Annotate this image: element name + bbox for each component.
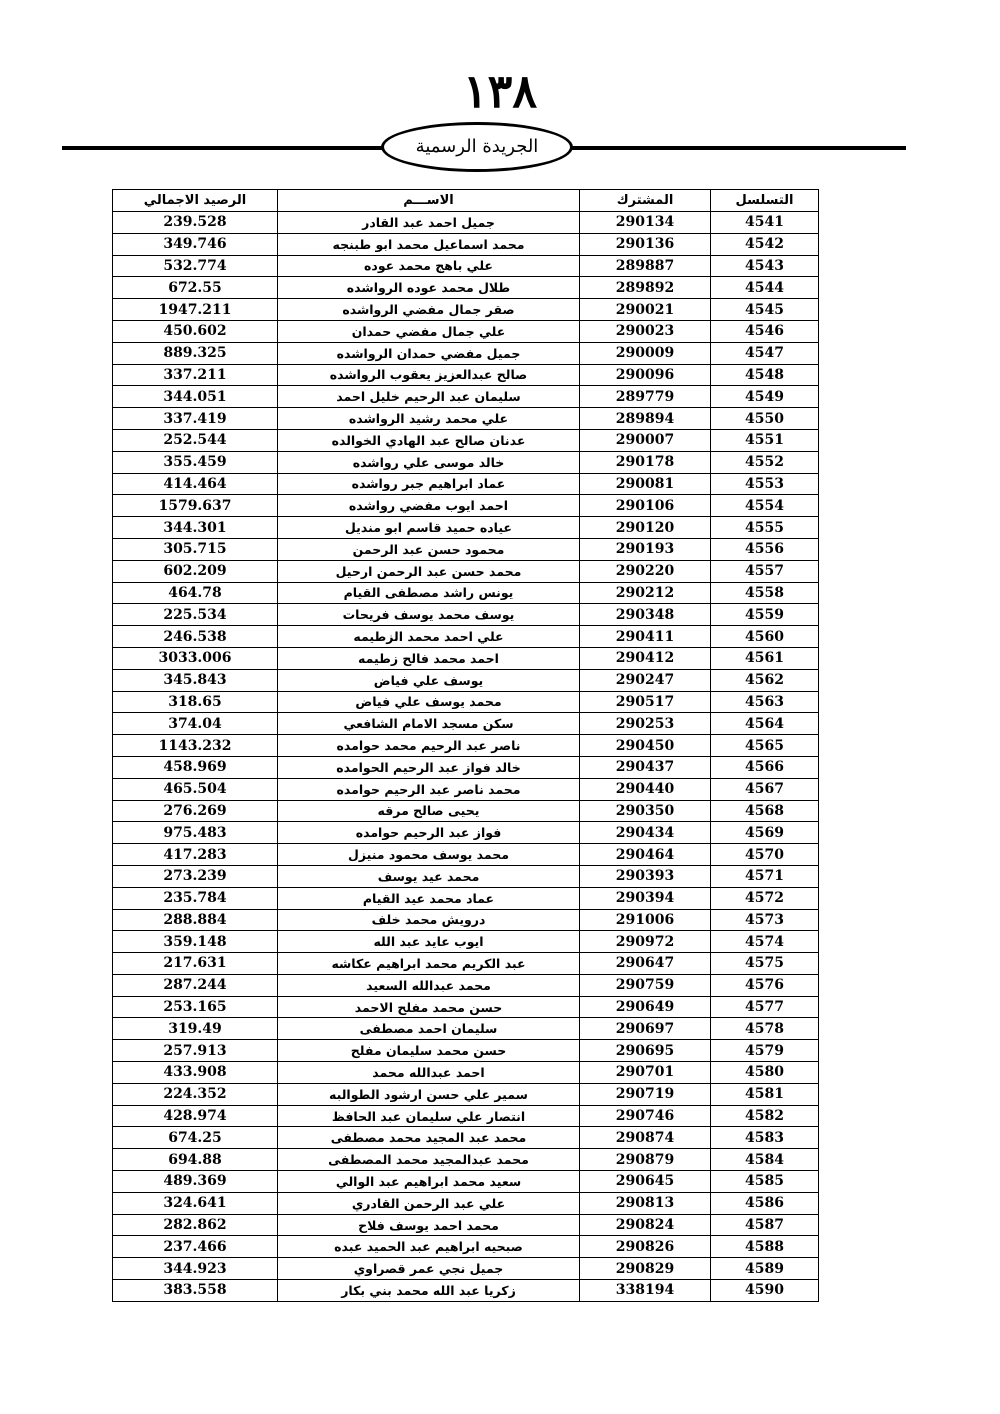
- serial-cell: 4568: [711, 800, 819, 822]
- serial-cell: 4576: [711, 974, 819, 996]
- table-row: [113, 495, 819, 517]
- table-row: [113, 909, 819, 931]
- table-row: [113, 1105, 819, 1127]
- subscriber-cell: 290394: [580, 887, 711, 909]
- serial-cell: 4569: [711, 822, 819, 844]
- name-cell: محمد احمد يوسف فلاح: [278, 1214, 580, 1236]
- name-cell: عياده حميد قاسم ابو مندیل: [278, 517, 580, 539]
- serial-cell: 4572: [711, 887, 819, 909]
- table-row: [113, 669, 819, 691]
- name-cell: عماد محمد عيد القيام: [278, 887, 580, 909]
- subscriber-cell: 290411: [580, 626, 711, 648]
- subscriber-cell: 290081: [580, 473, 711, 495]
- table-row: [113, 822, 819, 844]
- column-header-subscriber: المشترك: [580, 190, 711, 212]
- total-balance-cell: 344.301: [113, 517, 278, 539]
- serial-cell: 4584: [711, 1149, 819, 1171]
- subscriber-cell: 290009: [580, 342, 711, 364]
- total-balance-cell: 458.969: [113, 756, 278, 778]
- serial-cell: 4573: [711, 909, 819, 931]
- serial-cell: 4586: [711, 1192, 819, 1214]
- total-balance-cell: 257.913: [113, 1040, 278, 1062]
- subscriber-cell: 290874: [580, 1127, 711, 1149]
- table-row: [113, 735, 819, 757]
- name-cell: محمد ناصر عبد الرحيم حوامده: [278, 778, 580, 800]
- total-balance-cell: 1143.232: [113, 735, 278, 757]
- table-row: [113, 1149, 819, 1171]
- serial-cell: 4580: [711, 1062, 819, 1084]
- serial-cell: 4558: [711, 582, 819, 604]
- subscriber-cell: 290393: [580, 865, 711, 887]
- table-row: [113, 1192, 819, 1214]
- name-cell: علي احمد محمد الزطيمه: [278, 626, 580, 648]
- subscriber-cell: 290824: [580, 1214, 711, 1236]
- total-balance-cell: 414.464: [113, 473, 278, 495]
- table-row: [113, 560, 819, 582]
- subscriber-cell: 290348: [580, 604, 711, 626]
- table-row: [113, 1280, 819, 1302]
- table-row: [113, 604, 819, 626]
- serial-cell: 4560: [711, 626, 819, 648]
- serial-cell: 4577: [711, 996, 819, 1018]
- serial-cell: 4581: [711, 1083, 819, 1105]
- subscriber-cell: 290649: [580, 996, 711, 1018]
- table-row: [113, 974, 819, 996]
- serial-cell: 4566: [711, 756, 819, 778]
- page-number: ١٣٨: [462, 64, 538, 118]
- serial-cell: 4541: [711, 212, 819, 234]
- serial-cell: 4585: [711, 1171, 819, 1193]
- name-cell: محمد عبد المجيد محمد مصطفى: [278, 1127, 580, 1149]
- total-balance-cell: 318.65: [113, 691, 278, 713]
- subscriber-cell: 290450: [580, 735, 711, 757]
- name-cell: محمد يوسف علي فياض: [278, 691, 580, 713]
- table-row: [113, 756, 819, 778]
- total-balance-cell: 355.459: [113, 451, 278, 473]
- subscriber-cell: 290096: [580, 364, 711, 386]
- total-balance-cell: 1947.211: [113, 299, 278, 321]
- name-cell: علي عبد الرحمن القادري: [278, 1192, 580, 1214]
- table-row: [113, 647, 819, 669]
- table-row: [113, 473, 819, 495]
- total-balance-cell: 374.04: [113, 713, 278, 735]
- subscriber-cell: 290434: [580, 822, 711, 844]
- subscriber-cell: 289779: [580, 386, 711, 408]
- name-cell: عماد ابراهيم جبر رواشده: [278, 473, 580, 495]
- table-row: [113, 582, 819, 604]
- total-balance-cell: 3033.006: [113, 647, 278, 669]
- column-header-name: الاســـم: [278, 190, 580, 212]
- subscriber-cell: 291006: [580, 909, 711, 931]
- total-balance-cell: 674.25: [113, 1127, 278, 1149]
- total-balance-cell: 225.534: [113, 604, 278, 626]
- name-cell: سمير علي حسن ارشود الطوالبه: [278, 1083, 580, 1105]
- table-row: [113, 996, 819, 1018]
- total-balance-cell: 337.419: [113, 408, 278, 430]
- table-row: [113, 1062, 819, 1084]
- name-cell: حسن محمد مفلح الاحمد: [278, 996, 580, 1018]
- table-row: [113, 1171, 819, 1193]
- name-cell: فواز عبد الرحيم حوامده: [278, 822, 580, 844]
- total-balance-cell: 344.051: [113, 386, 278, 408]
- serial-cell: 4582: [711, 1105, 819, 1127]
- name-cell: زكريا عبد الله محمد بني بكار: [278, 1280, 580, 1302]
- serial-cell: 4565: [711, 735, 819, 757]
- table-row: [113, 451, 819, 473]
- total-balance-cell: 349.746: [113, 233, 278, 255]
- name-cell: خالد فواز عبد الرحيم الحوامده: [278, 756, 580, 778]
- total-balance-cell: 532.774: [113, 255, 278, 277]
- table-row: [113, 844, 819, 866]
- total-balance-cell: 489.369: [113, 1171, 278, 1193]
- serial-cell: 4589: [711, 1258, 819, 1280]
- table-row: [113, 1258, 819, 1280]
- name-cell: صبحيه ابراهيم عبد الحميد عبده: [278, 1236, 580, 1258]
- table-row: [113, 953, 819, 975]
- total-balance-cell: 975.483: [113, 822, 278, 844]
- serial-cell: 4590: [711, 1280, 819, 1302]
- name-cell: صقر جمال مفضي الرواشده: [278, 299, 580, 321]
- subscriber-cell: 290412: [580, 647, 711, 669]
- subscriber-cell: 290440: [580, 778, 711, 800]
- total-balance-cell: 324.641: [113, 1192, 278, 1214]
- table-row: [113, 1236, 819, 1258]
- total-balance-cell: 224.352: [113, 1083, 278, 1105]
- subscriber-cell: 290645: [580, 1171, 711, 1193]
- subscriber-cell: 290021: [580, 299, 711, 321]
- column-header-serial: التسلسل: [711, 190, 819, 212]
- name-cell: جميل نجي عمر قصراوي: [278, 1258, 580, 1280]
- table-row: [113, 386, 819, 408]
- serial-cell: 4545: [711, 299, 819, 321]
- table-row: [113, 212, 819, 234]
- subscriber-balance-table: [112, 189, 819, 1302]
- name-cell: محمد عبدالمجيد محمد المصطفى: [278, 1149, 580, 1171]
- subscriber-cell: 290023: [580, 320, 711, 342]
- name-cell: سليمان احمد مصطفى: [278, 1018, 580, 1040]
- serial-cell: 4554: [711, 495, 819, 517]
- subscriber-cell: 289892: [580, 277, 711, 299]
- table-row: [113, 778, 819, 800]
- subscriber-cell: 290879: [580, 1149, 711, 1171]
- subscriber-cell: 289887: [580, 255, 711, 277]
- table-row: [113, 691, 819, 713]
- serial-cell: 4543: [711, 255, 819, 277]
- table-body: [113, 212, 819, 1302]
- subscriber-cell: 290253: [580, 713, 711, 735]
- table-row: [113, 1083, 819, 1105]
- serial-cell: 4551: [711, 429, 819, 451]
- table-row: [113, 538, 819, 560]
- table-row: [113, 1040, 819, 1062]
- serial-cell: 4564: [711, 713, 819, 735]
- serial-cell: 4557: [711, 560, 819, 582]
- serial-cell: 4561: [711, 647, 819, 669]
- column-header-total-balance: الرصيد الاجمالي: [113, 190, 278, 212]
- subscriber-cell: 290437: [580, 756, 711, 778]
- subscriber-cell: 290647: [580, 953, 711, 975]
- total-balance-cell: 319.49: [113, 1018, 278, 1040]
- subscriber-cell: 290247: [580, 669, 711, 691]
- serial-cell: 4555: [711, 517, 819, 539]
- total-balance-cell: 337.211: [113, 364, 278, 386]
- table-row: [113, 931, 819, 953]
- name-cell: سليمان عبد الرحيم خليل احمد: [278, 386, 580, 408]
- total-balance-cell: 602.209: [113, 560, 278, 582]
- serial-cell: 4548: [711, 364, 819, 386]
- total-balance-cell: 276.269: [113, 800, 278, 822]
- name-cell: محمد يوسف محمود منيزل: [278, 844, 580, 866]
- name-cell: احمد عبدالله محمد: [278, 1062, 580, 1084]
- serial-cell: 4574: [711, 931, 819, 953]
- table-row: [113, 800, 819, 822]
- subscriber-cell: 290813: [580, 1192, 711, 1214]
- subscriber-cell: 290697: [580, 1018, 711, 1040]
- name-cell: عبد الكريم محمد ابراهيم عكاشه: [278, 953, 580, 975]
- name-cell: محمد عبدالله السعيد: [278, 974, 580, 996]
- total-balance-cell: 383.558: [113, 1280, 278, 1302]
- total-balance-cell: 288.884: [113, 909, 278, 931]
- total-balance-cell: 345.843: [113, 669, 278, 691]
- total-balance-cell: 465.504: [113, 778, 278, 800]
- serial-cell: 4550: [711, 408, 819, 430]
- total-balance-cell: 1579.637: [113, 495, 278, 517]
- subscriber-cell: 290719: [580, 1083, 711, 1105]
- serial-cell: 4583: [711, 1127, 819, 1149]
- name-cell: طلال محمد عوده الرواشده: [278, 277, 580, 299]
- name-cell: علي باهج محمد عوده: [278, 255, 580, 277]
- total-balance-cell: 694.88: [113, 1149, 278, 1171]
- name-cell: احمد محمد فالح زطيمه: [278, 647, 580, 669]
- serial-cell: 4571: [711, 865, 819, 887]
- table-row: [113, 429, 819, 451]
- total-balance-cell: 344.923: [113, 1258, 278, 1280]
- subscriber-cell: 290120: [580, 517, 711, 539]
- table-row: [113, 364, 819, 386]
- total-balance-cell: 287.244: [113, 974, 278, 996]
- total-balance-cell: 253.165: [113, 996, 278, 1018]
- total-balance-cell: 273.239: [113, 865, 278, 887]
- total-balance-cell: 282.862: [113, 1214, 278, 1236]
- subscriber-cell: 290178: [580, 451, 711, 473]
- serial-cell: 4578: [711, 1018, 819, 1040]
- subscriber-cell: 290695: [580, 1040, 711, 1062]
- table-header-row: [113, 190, 819, 212]
- table-row: [113, 1214, 819, 1236]
- subscriber-cell: 290826: [580, 1236, 711, 1258]
- subscriber-cell: 290007: [580, 429, 711, 451]
- name-cell: يوسف علي فياض: [278, 669, 580, 691]
- table-row: [113, 1127, 819, 1149]
- subscriber-cell: 290136: [580, 233, 711, 255]
- total-balance-cell: 239.528: [113, 212, 278, 234]
- table-row: [113, 865, 819, 887]
- name-cell: ناصر عبد الرحيم محمد حوامده: [278, 735, 580, 757]
- serial-cell: 4563: [711, 691, 819, 713]
- total-balance-cell: 889.325: [113, 342, 278, 364]
- name-cell: جميل مفضي حمدان الرواشده: [278, 342, 580, 364]
- subscriber-cell: 289894: [580, 408, 711, 430]
- serial-cell: 4570: [711, 844, 819, 866]
- subscriber-cell: 290350: [580, 800, 711, 822]
- table-row: [113, 713, 819, 735]
- total-balance-cell: 217.631: [113, 953, 278, 975]
- serial-cell: 4552: [711, 451, 819, 473]
- total-balance-cell: 428.974: [113, 1105, 278, 1127]
- table-row: [113, 517, 819, 539]
- serial-cell: 4567: [711, 778, 819, 800]
- name-cell: سكن مسجد الامام الشافعي: [278, 713, 580, 735]
- serial-cell: 4546: [711, 320, 819, 342]
- subscriber-cell: 290746: [580, 1105, 711, 1127]
- serial-cell: 4559: [711, 604, 819, 626]
- serial-cell: 4588: [711, 1236, 819, 1258]
- total-balance-cell: 464.78: [113, 582, 278, 604]
- table-row: [113, 408, 819, 430]
- serial-cell: 4579: [711, 1040, 819, 1062]
- name-cell: يوسف محمد يوسف فريحات: [278, 604, 580, 626]
- name-cell: احمد ايوب مفضي رواشده: [278, 495, 580, 517]
- serial-cell: 4542: [711, 233, 819, 255]
- name-cell: محمد عيد يوسف: [278, 865, 580, 887]
- total-balance-cell: 417.283: [113, 844, 278, 866]
- name-cell: خالد موسى علي رواشده: [278, 451, 580, 473]
- name-cell: محمد اسماعيل محمد ابو طبنجه: [278, 233, 580, 255]
- subscriber-cell: 290464: [580, 844, 711, 866]
- serial-cell: 4553: [711, 473, 819, 495]
- table-row: [113, 342, 819, 364]
- table-row: [113, 1018, 819, 1040]
- total-balance-cell: 252.544: [113, 429, 278, 451]
- table-row: [113, 255, 819, 277]
- subscriber-cell: 290212: [580, 582, 711, 604]
- serial-cell: 4562: [711, 669, 819, 691]
- serial-cell: 4547: [711, 342, 819, 364]
- name-cell: انتصار علي سليمان عبد الحافظ: [278, 1105, 580, 1127]
- subscriber-cell: 290701: [580, 1062, 711, 1084]
- subscriber-cell: 290134: [580, 212, 711, 234]
- name-cell: صالح عبدالعزيز يعقوب الرواشده: [278, 364, 580, 386]
- total-balance-cell: 450.602: [113, 320, 278, 342]
- name-cell: عدنان صالح عبد الهادي الخوالده: [278, 429, 580, 451]
- subscriber-cell: 290193: [580, 538, 711, 560]
- subscriber-cell: 290829: [580, 1258, 711, 1280]
- subscriber-cell: 290106: [580, 495, 711, 517]
- name-cell: علي جمال مفضي حمدان: [278, 320, 580, 342]
- subscriber-cell: 290517: [580, 691, 711, 713]
- subscriber-cell: 290759: [580, 974, 711, 996]
- serial-cell: 4544: [711, 277, 819, 299]
- name-cell: يونس راشد مصطفى القيام: [278, 582, 580, 604]
- total-balance-cell: 246.538: [113, 626, 278, 648]
- total-balance-cell: 672.55: [113, 277, 278, 299]
- total-balance-cell: 305.715: [113, 538, 278, 560]
- name-cell: علي محمد رشيد الرواشده: [278, 408, 580, 430]
- serial-cell: 4549: [711, 386, 819, 408]
- table-row: [113, 233, 819, 255]
- table-row: [113, 320, 819, 342]
- table-row: [113, 887, 819, 909]
- serial-cell: 4575: [711, 953, 819, 975]
- name-cell: جميل احمد عبد القادر: [278, 212, 580, 234]
- subscriber-cell: 338194: [580, 1280, 711, 1302]
- table-row: [113, 626, 819, 648]
- total-balance-cell: 359.148: [113, 931, 278, 953]
- name-cell: يحيى صالح مرقه: [278, 800, 580, 822]
- name-cell: حسن محمد سليمان مفلح: [278, 1040, 580, 1062]
- total-balance-cell: 433.908: [113, 1062, 278, 1084]
- subscriber-cell: 290972: [580, 931, 711, 953]
- name-cell: سعيد محمد ابراهيم عبد الوالي: [278, 1171, 580, 1193]
- publication-title-oval: [381, 122, 573, 172]
- table-row: [113, 299, 819, 321]
- subscriber-cell: 290220: [580, 560, 711, 582]
- name-cell: درويش محمد خلف: [278, 909, 580, 931]
- name-cell: ايوب عايد عبد الله: [278, 931, 580, 953]
- serial-cell: 4556: [711, 538, 819, 560]
- total-balance-cell: 237.466: [113, 1236, 278, 1258]
- table-row: [113, 277, 819, 299]
- name-cell: محمد حسن عبد الرحمن ارحيل: [278, 560, 580, 582]
- serial-cell: 4587: [711, 1214, 819, 1236]
- publication-title: الجريدة الرسمية: [415, 136, 539, 157]
- total-balance-cell: 235.784: [113, 887, 278, 909]
- name-cell: محمود حسن عبد الرحمن: [278, 538, 580, 560]
